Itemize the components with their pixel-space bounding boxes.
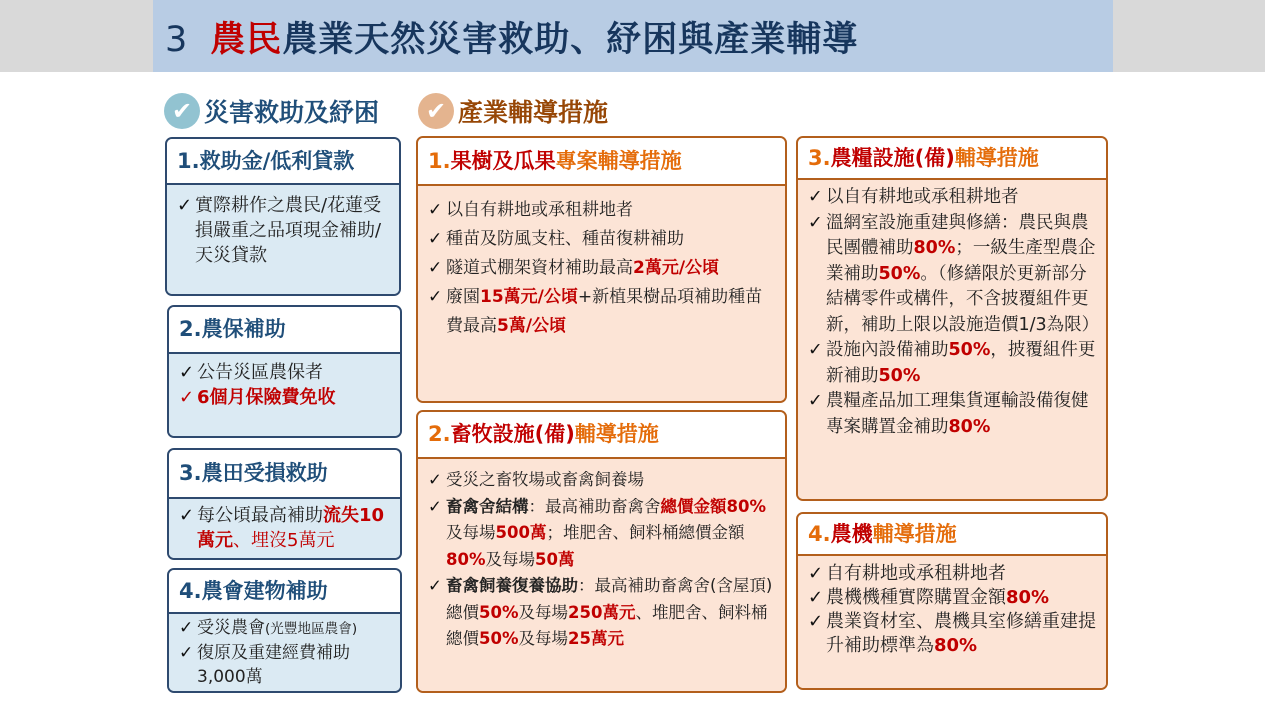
bullet-text: 以自有耕地或承租耕地者 bbox=[826, 187, 1019, 207]
card-title bbox=[798, 138, 1106, 180]
card-title bbox=[418, 138, 785, 186]
bullet-text: 2萬元/公頃 bbox=[633, 258, 720, 278]
bullet-text: 自有耕地或承租耕地者 bbox=[826, 563, 1006, 584]
bullet-item bbox=[426, 467, 777, 494]
bullet-text: ；一級生產型農企業補助 bbox=[826, 238, 1096, 284]
section-relief-label: 災害救助及紓困 bbox=[204, 98, 380, 127]
bullet-text: 50% bbox=[479, 602, 519, 622]
bullet-text: 農機機種實際購置金額 bbox=[826, 587, 1006, 608]
card-title-segment: 3.農田受損救助 bbox=[179, 461, 328, 485]
bullet-text: 流失10萬元 bbox=[197, 505, 385, 551]
card-livestock bbox=[416, 410, 787, 693]
title-number: 3 bbox=[165, 20, 189, 60]
bullet-list bbox=[177, 360, 392, 410]
card-title-segment: 果樹及瓜果 bbox=[450, 149, 556, 173]
bullet-item bbox=[806, 185, 1098, 211]
bullet-text: 溫網室設施重建與修繕：農民與農民團體補助 bbox=[826, 212, 1089, 258]
bullet-text: 每公頃最高補助 bbox=[197, 505, 323, 526]
check-circle-icon: ✔ bbox=[418, 93, 454, 129]
bullet-text: 隧道式棚架資材補助最高 bbox=[446, 258, 633, 278]
bullet-item bbox=[806, 211, 1098, 339]
card-title-segment: 輔導措施 bbox=[872, 522, 957, 546]
bullet-item bbox=[426, 573, 777, 653]
bullet-item bbox=[806, 586, 1098, 610]
card-body bbox=[169, 354, 400, 436]
card-title-segment: 農機 bbox=[830, 522, 873, 546]
card-farmland bbox=[167, 448, 402, 560]
bullet-list bbox=[426, 196, 777, 341]
card-relief-loan bbox=[165, 137, 401, 296]
bullet-text: 種苗及防風支柱、種苗復耕補助 bbox=[446, 229, 684, 249]
bullet-text: 廢園 bbox=[446, 287, 480, 307]
card-title bbox=[798, 514, 1106, 556]
bullet-item bbox=[177, 360, 392, 385]
bullet-text: ，披覆組件更新補助 bbox=[826, 340, 1096, 386]
bullet-item bbox=[177, 641, 392, 689]
page-title bbox=[165, 12, 858, 62]
bullet-list bbox=[175, 193, 391, 268]
bullet-text: 設施內設備補助 bbox=[826, 340, 949, 360]
card-title-segment: 專案輔導措施 bbox=[555, 149, 682, 173]
card-body bbox=[798, 180, 1106, 499]
card-title-segment: 農糧設施(備) bbox=[830, 146, 955, 170]
bullet-text: ；堆肥舍、飼料桶總價金額 bbox=[546, 523, 745, 542]
card-title-segment: 2.農保補助 bbox=[179, 317, 286, 341]
card-title bbox=[169, 307, 400, 354]
card-body bbox=[169, 614, 400, 691]
card-title bbox=[418, 412, 785, 459]
bullet-text: 復原及重建經費補助3,000萬 bbox=[197, 643, 350, 687]
title-text: 農業天然災害救助、紓困與產業輔導 bbox=[282, 20, 859, 60]
bullet-text: 及每場 bbox=[446, 523, 496, 542]
bullet-text: 5萬/公頃 bbox=[497, 316, 567, 336]
card-grain bbox=[796, 136, 1108, 501]
bullet-text: 以自有耕地或承租耕地者 bbox=[446, 200, 633, 220]
bullet-text: 受災之畜牧場或畜禽飼養場 bbox=[446, 470, 644, 489]
bullet-text: 及每場 bbox=[485, 549, 535, 569]
card-body bbox=[798, 556, 1106, 688]
card-machinery bbox=[796, 512, 1108, 690]
title-highlight: 農民 bbox=[210, 20, 283, 60]
card-title-segment: 4. bbox=[808, 522, 831, 546]
bullet-item bbox=[806, 610, 1098, 658]
card-body bbox=[418, 459, 785, 691]
bullet-text: 50% bbox=[878, 263, 921, 284]
bullet-text: 80% bbox=[1006, 587, 1050, 608]
bullet-list bbox=[177, 503, 392, 553]
bullet-text: 實際耕作之農民/花蓮受損嚴重之品項現金補助/天災貸款 bbox=[195, 195, 382, 266]
bullet-item bbox=[426, 196, 777, 225]
bullet-item bbox=[426, 494, 777, 574]
card-body bbox=[167, 185, 399, 294]
bullet-list bbox=[806, 185, 1098, 440]
bullet-text: 、堆肥舍、飼料桶總價 bbox=[446, 602, 768, 648]
bullet-item bbox=[175, 193, 391, 268]
card-farmers-assoc bbox=[167, 568, 402, 693]
bullet-text: 總價金額80% bbox=[660, 496, 766, 516]
title-bar bbox=[153, 0, 1113, 72]
section-industry bbox=[418, 93, 608, 129]
bullet-item bbox=[177, 616, 392, 641]
bullet-list bbox=[177, 616, 392, 689]
bullet-text: 80% bbox=[934, 635, 978, 656]
bullet-item bbox=[426, 283, 777, 341]
bullet-text: 80% bbox=[446, 549, 486, 569]
card-title bbox=[169, 570, 400, 614]
bullet-text: 50% bbox=[878, 365, 921, 386]
card-fruit bbox=[416, 136, 787, 403]
bullet-text: 、埋沒5萬元 bbox=[233, 530, 335, 551]
card-body bbox=[169, 499, 400, 558]
bullet-text: ：最高補助畜禽舍(含屋頂) 總價 bbox=[446, 576, 773, 622]
bullet-text: 500萬 bbox=[495, 523, 547, 542]
bullet-text: 農糧產品加工理集貨運輸設備復健專案購置金補助 bbox=[826, 391, 1089, 437]
card-title-segment: 4.農會建物補助 bbox=[179, 579, 328, 603]
card-insurance bbox=[167, 305, 402, 438]
section-industry-label: 產業輔導措施 bbox=[458, 98, 609, 127]
card-title-segment: 1. bbox=[428, 149, 451, 173]
bullet-list bbox=[806, 562, 1098, 658]
bullet-text: 50% bbox=[948, 340, 991, 360]
bullet-item bbox=[806, 338, 1098, 389]
bullet-text: 80% bbox=[948, 416, 991, 437]
card-title-segment: 輔導措施 bbox=[574, 422, 659, 446]
bullet-text: 15萬元/公頃 bbox=[480, 287, 578, 307]
bullet-text: 6個月保險費免收 bbox=[197, 387, 336, 408]
bullet-text: 公告災區農保者 bbox=[197, 362, 323, 383]
bullet-item bbox=[426, 254, 777, 283]
bullet-text: +新植果樹品項補助種苗費最高 bbox=[446, 287, 763, 336]
card-title-segment: 輔導措施 bbox=[954, 146, 1039, 170]
card-title-segment: 2. bbox=[428, 422, 451, 446]
bullet-text: 受災農會 bbox=[197, 618, 265, 638]
bullet-item bbox=[426, 225, 777, 254]
card-title bbox=[167, 139, 399, 185]
bullet-text: 80% bbox=[913, 238, 956, 258]
bullet-item bbox=[806, 389, 1098, 440]
bullet-item bbox=[177, 385, 392, 410]
bullet-text: 畜禽飼養復養協助 bbox=[446, 576, 578, 595]
bullet-list bbox=[426, 467, 777, 653]
bullet-text: 及每場 bbox=[518, 629, 568, 648]
card-title-segment: 3. bbox=[808, 146, 831, 170]
bullet-text: 25萬元 bbox=[568, 629, 624, 648]
section-relief bbox=[164, 93, 379, 129]
bullet-text: 。（修繕限於更新部分結構零件或構件，不含披覆組件更新，補助上限以設施造價1/3為限） bbox=[826, 263, 1100, 335]
bullet-text: 50萬 bbox=[535, 549, 575, 569]
card-title-segment: 1.救助金/低利貸款 bbox=[177, 149, 355, 173]
bullet-text: 50% bbox=[479, 629, 519, 648]
bullet-text: 250萬元 bbox=[568, 602, 636, 622]
bullet-text: 農業資材室、農機具室修繕重建提升補助標準為 bbox=[826, 611, 1096, 656]
check-circle-icon: ✔ bbox=[164, 93, 200, 129]
bullet-item bbox=[806, 562, 1098, 586]
bullet-text: ：最高補助畜禽舍 bbox=[528, 496, 661, 516]
bullet-text: 及每場 bbox=[518, 602, 568, 622]
bullet-item bbox=[177, 503, 392, 553]
card-title bbox=[169, 450, 400, 499]
card-title-segment: 畜牧設施(備) bbox=[450, 422, 575, 446]
card-body bbox=[418, 186, 785, 401]
bullet-text: 畜禽舍結構 bbox=[446, 496, 529, 516]
bullet-text: (光豐地區農會) bbox=[265, 621, 358, 637]
